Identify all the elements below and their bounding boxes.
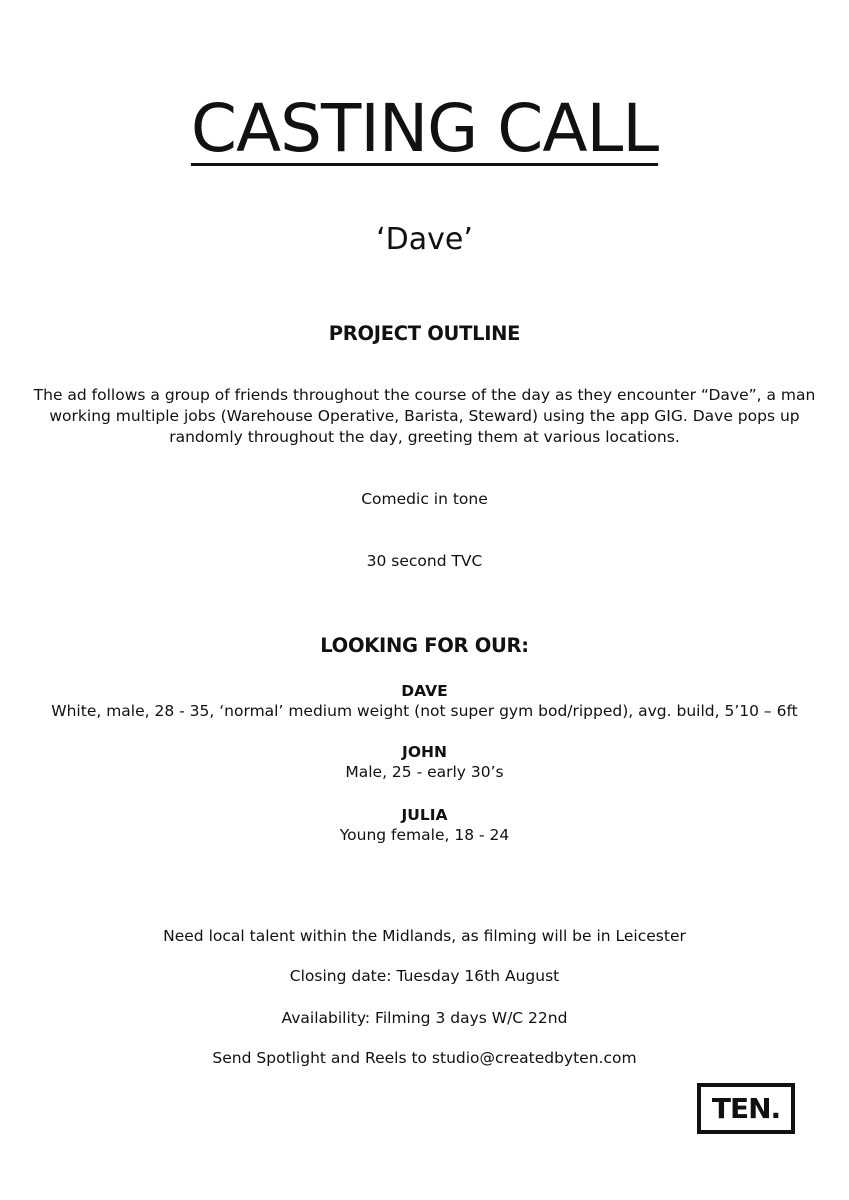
paragraph-line: The ad follows a group of friends throughout the course of the day as they encounter “Dave”, a man <box>33 386 816 404</box>
paragraph-line: randomly throughout the day, greeting them at various locations. <box>169 428 680 446</box>
role-name: DAVE <box>401 682 448 700</box>
logo-text: TEN. <box>711 1092 781 1125</box>
role-description: Young female, 18 - 24 <box>339 826 510 844</box>
ten-logo <box>697 1083 795 1134</box>
role-description: Male, 25 - early 30’s <box>345 763 504 781</box>
paragraph-line: working multiple jobs (Warehouse Operative, Barista, Steward) using the app GIG. Dave pops up <box>49 407 800 425</box>
tone-text: Comedic in tone <box>361 490 488 508</box>
role-julia <box>0 805 849 845</box>
format-text: 30 second TVC <box>366 552 483 570</box>
page-title: CASTING CALL <box>190 90 659 167</box>
project-name: ‘Dave’ <box>376 222 473 257</box>
project-outline-heading: PROJECT OUTLINE <box>328 322 521 345</box>
looking-for-heading: LOOKING FOR OUR: <box>320 634 529 657</box>
role-dave <box>0 681 849 721</box>
role-description: White, male, 28 - 35, ‘normal’ medium weight (not super gym bod/ripped), avg. build, 5’10 – 6ft <box>51 702 798 720</box>
role-john <box>0 742 849 782</box>
role-name: JULIA <box>401 806 448 824</box>
closing-date-text: Closing date: Tuesday 16th August <box>289 967 560 985</box>
availability-text: Availability: Filming 3 days W/C 22nd <box>281 1009 568 1027</box>
local-talent-text: Need local talent within the Midlands, as filming will be in Leicester <box>163 927 686 945</box>
role-name: JOHN <box>402 743 447 761</box>
contact-text: Send Spotlight and Reels to studio@createdbyten.com <box>212 1049 637 1067</box>
project-outline-paragraph <box>0 385 849 448</box>
